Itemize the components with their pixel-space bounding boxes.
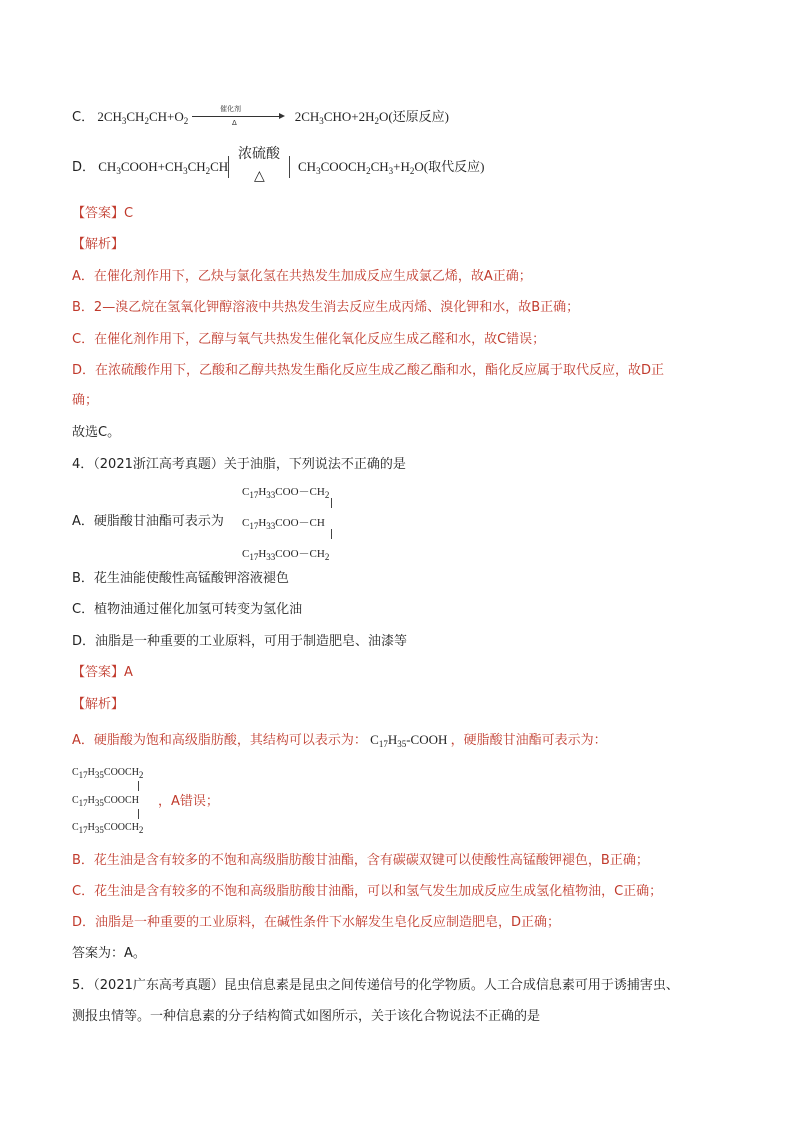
- option-c-products: $2CH_3CHO+2H_2O$(还原反应): [294, 109, 450, 126]
- heat-symbol-d: △: [254, 168, 265, 184]
- equilibrium-arrow-d: [228, 156, 229, 178]
- analysis-c-q4: C．花生油是含有较多的不饱和高级脂肪酸甘油酯，可以和氢气发生加成反应生成氢化植物油，C正确；: [72, 884, 663, 899]
- analysis-d-q3: D．在浓硫酸作用下，乙酸和乙醇共热发生酯化反应生成乙酸乙酯和水，酯化反应属于取代反应，故D正: [72, 363, 665, 378]
- answer-tag: 【答案】: [72, 206, 125, 221]
- catalyst-label: 催化剂: [220, 105, 241, 113]
- option-b-q4: B．花生油能使酸性高锰酸钾溶液褪色: [72, 571, 289, 586]
- conclusion-q4: 答案为：A。: [72, 946, 146, 961]
- analysis-tag-q4: 【解析】: [72, 697, 125, 712]
- option-d-products: $CH_3COOCH_2CH_3+H_2O$(取代反应): [298, 159, 485, 176]
- analysis-d-q4: D．油脂是一种重要的工业原料，在碱性条件下水解发生皂化反应制造肥皂，D正确；: [72, 915, 561, 930]
- analysis-tag-q3: 【解析】: [72, 237, 125, 252]
- analysis-a-q4-verdict: ，A错误；: [158, 794, 219, 809]
- reagent-label: 浓硫酸: [238, 146, 280, 162]
- answer-line-q4: [72, 664, 133, 682]
- option-a-q4: A．硬脂酸甘油酯可表示为: [72, 514, 224, 529]
- struct-row-3: $C_{17}H_{33}COO-CH_2$: [242, 548, 330, 562]
- question-4-stem: 4．（2021浙江高考真题）关于油脂，下列说法不正确的是: [72, 457, 406, 472]
- answer-value: A: [124, 665, 133, 680]
- analysis-a-q3: A．在催化剂作用下，乙炔与氯化氢在共热发生加成反应生成氯乙烯，故A正确；: [72, 269, 532, 284]
- equilibrium-arrow-d-right: [289, 156, 290, 178]
- struct-bond-1: [331, 498, 332, 508]
- conclusion-q3: 故选C。: [72, 425, 121, 440]
- exp-struct-row-2: $C_{17}H_{35}COOCH$: [72, 795, 139, 808]
- reaction-arrow-c: [192, 116, 280, 117]
- option-c-equation: C． $2CH_3CH_2CH+O_2$ $2CH_3CHO+2H_2O$(还原反应): [72, 109, 450, 126]
- answer-line-q3: [72, 205, 133, 223]
- answer-tag: 【答案】: [72, 665, 125, 680]
- reaction-arrow-c-head: [279, 113, 285, 119]
- question-5-line-2: 测报虫情等。一种信息素的分子结构简式如图所示，关于该化合物说法不正确的是: [72, 1009, 541, 1024]
- struct-row-2: $C_{17}H_{33}COO-CH$: [242, 517, 325, 531]
- option-c-q4: C．植物油通过催化加氢可转变为氢化油: [72, 602, 303, 617]
- stearic-acid-formula: $C_{17}H_{35}$-COOH: [366, 732, 451, 749]
- heat-symbol-c: Δ: [232, 119, 237, 127]
- exp-struct-row-3: $C_{17}H_{35}COOCH_2$: [72, 822, 144, 835]
- question-5-line-1: 5．（2021广东高考真题）昆虫信息素是昆虫之间传递信号的化学物质。人工合成信息素可用于诱捕害虫、: [72, 978, 679, 993]
- option-d-q4: D．油脂是一种重要的工业原料，可用于制造肥皂、油漆等: [72, 634, 408, 649]
- option-c-reactants: $2CH_3CH_2CH+O_2$: [97, 109, 189, 126]
- analysis-d-q3-cont: 确；: [72, 393, 99, 408]
- analysis-b-q3: B．2—溴乙烷在氢氧化钾醇溶液中共热发生消去反应生成丙烯、溴化钾和水，故B正确；: [72, 300, 580, 315]
- analysis-b-q4: B．花生油是含有较多的不饱和高级脂肪酸甘油酯，含有碳碳双键可以使酸性高锰酸钾褪色，B正确；: [72, 853, 649, 868]
- analysis-c-q3: C．在催化剂作用下，乙醇与氧气共热发生催化氧化反应生成乙醛和水，故C错误；: [72, 332, 546, 347]
- answer-value: C: [124, 206, 134, 221]
- option-d-reactants: $CH_3COOH+CH_3CH_2CH$: [98, 159, 229, 176]
- exp-struct-bond-2: [138, 809, 139, 819]
- struct-bond-2: [331, 529, 332, 539]
- exp-struct-bond-1: [138, 781, 139, 791]
- analysis-a-q4: A．硬脂酸为饱和高级脂肪酸，其结构可以表示为： $C_{17}H_{35}$-COOH ，硬脂酸甘油酯可表示为：: [72, 732, 607, 749]
- exp-struct-row-1: $C_{17}H_{35}COOCH_2$: [72, 767, 144, 780]
- struct-row-1: $C_{17}H_{33}COO-CH_2$: [242, 486, 330, 500]
- option-d-equation: D． $CH_3COOH+CH_3CH_2CH$: [72, 159, 229, 176]
